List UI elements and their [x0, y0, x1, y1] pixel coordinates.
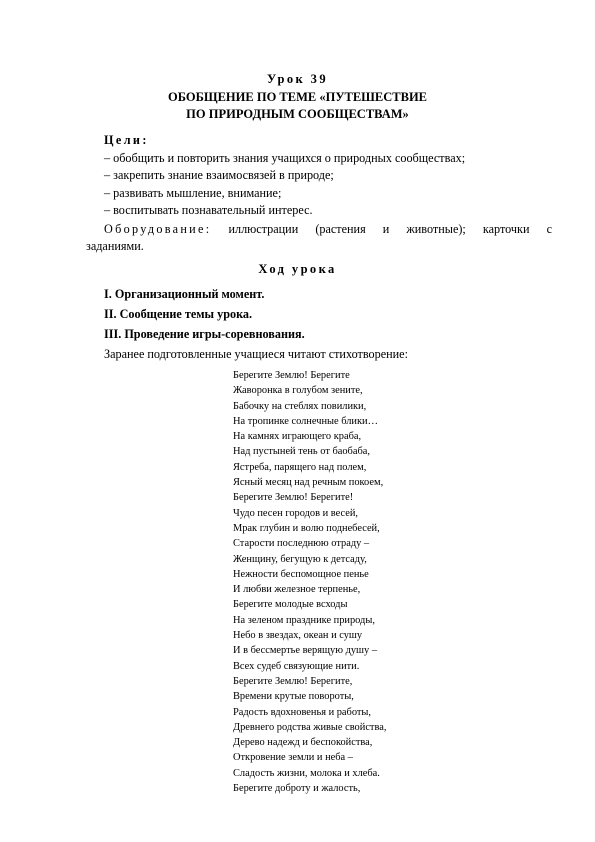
- poem-line: Бабочку на стеблях повилики,: [233, 400, 367, 412]
- goal-item-2: – закрепить знание взаимосвязей в природе;: [104, 168, 334, 182]
- poem-line: И любви железное терпенье,: [233, 584, 361, 596]
- equipment-word: (растения: [315, 222, 366, 236]
- poem: [233, 368, 386, 796]
- equipment-word: карточки: [482, 222, 530, 236]
- poem-line: Дерево надежд и беспокойства,: [233, 737, 373, 749]
- poem-line: Ястреба, парящего над полем,: [233, 461, 367, 473]
- lesson-number: Урок 39: [267, 72, 328, 86]
- equipment-word: с: [546, 222, 552, 236]
- equipment-word: иллюстрации: [228, 222, 299, 236]
- poem-line: И в бессмертье верящую душу –: [233, 645, 378, 657]
- poem-line: Чудо песен городов и весей,: [233, 507, 358, 519]
- goals-heading: Цели:: [104, 133, 149, 147]
- goal-item-1: – обобщить и повторить знания учащихся о природных сообществах;: [104, 151, 466, 165]
- course-heading: Ход урока: [258, 262, 337, 276]
- equipment-continuation: заданиями.: [86, 239, 144, 253]
- equipment-word: и: [382, 222, 390, 236]
- poem-line: Радость вдохновенья и работы,: [233, 706, 372, 718]
- lesson-title-line-1: ОБОБЩЕНИЕ ПО ТЕМЕ «ПУТЕШЕСТВИЕ: [167, 90, 427, 104]
- equipment-line: [104, 222, 552, 236]
- goal-item-4: – воспитывать познавательный интерес.: [104, 203, 313, 217]
- poem-line: Старости последнюю отраду –: [233, 538, 370, 550]
- poem-line: Над пустыней тень от баобаба,: [233, 446, 370, 458]
- poem-line: Мрак глубин и волю поднебесей,: [233, 522, 380, 534]
- poem-line: Женщину, бегущую к детсаду,: [233, 553, 367, 565]
- goal-item-3: – развивать мышление, внимание;: [104, 186, 282, 200]
- lesson-title-line-2: ПО ПРИРОДНЫМ СООБЩЕСТВАМ»: [186, 107, 409, 121]
- poem-line: Ясный месяц над речным покоем,: [233, 477, 384, 489]
- poem-line: Нежности беспомощное пенье: [233, 568, 369, 580]
- poem-line: На тропинке солнечные блики…: [233, 415, 378, 427]
- poem-line: Всех судеб связующие нити.: [233, 660, 360, 672]
- equipment-word: животные);: [406, 222, 466, 236]
- poem-line: Берегите молодые всходы: [233, 599, 348, 611]
- poem-line: Берегите Землю! Берегите,: [233, 675, 353, 687]
- poem-line: На камнях играющего краба,: [233, 431, 362, 443]
- poem-intro: Заранее подготовленные учащиеся читают стихотворение:: [104, 347, 408, 361]
- equipment-label: Оборудование:: [104, 222, 212, 236]
- poem-line: Берегите Землю! Берегите: [233, 370, 350, 381]
- poem-line: На зеленом празднике природы,: [233, 614, 375, 626]
- poem-line: Небо в звездах, океан и сушу: [233, 630, 363, 642]
- poem-line: Жаворонка в голубом зените,: [233, 385, 363, 397]
- poem-line: Древнего родства живые свойства,: [233, 721, 387, 733]
- section-1: I. Организационный момент.: [104, 287, 265, 301]
- poem-line: Сладость жизни, молока и хлеба.: [233, 767, 380, 779]
- section-3: III. Проведение игры-соревнования.: [104, 327, 305, 341]
- poem-line: Откровение земли и неба –: [233, 752, 353, 764]
- poem-line: Берегите Землю! Берегите!: [233, 492, 354, 504]
- poem-line: Времени крутые повороты,: [233, 691, 354, 703]
- section-2: II. Сообщение темы урока.: [104, 307, 253, 321]
- poem-line: Берегите доброту и жалость,: [233, 783, 361, 795]
